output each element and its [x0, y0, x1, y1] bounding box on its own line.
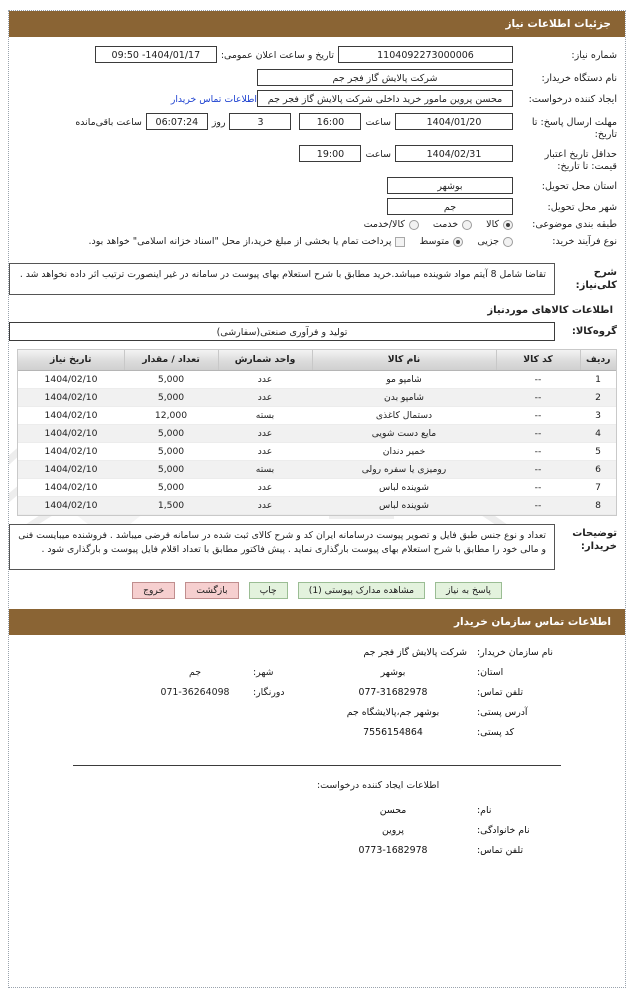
reply-deadline-label: مهلت ارسال پاسخ: تا تاریخ: — [531, 117, 617, 140]
cell-goods-code: -- — [496, 424, 580, 442]
table-row — [18, 460, 616, 478]
cell-need-date: 1404/02/10 — [18, 388, 124, 406]
cell-quantity: 5,000 — [124, 460, 218, 478]
need-details-form — [9, 37, 625, 255]
header-unit: واحد شمارش — [218, 350, 312, 371]
form-row-need-number — [9, 46, 625, 65]
cell-quantity: 5,000 — [124, 424, 218, 442]
cell-goods-name: مایع دست شویی — [312, 424, 496, 442]
buyer-notes-text: تعداد و نوع جنس طبق فایل و تصویر پیوست درسامانه ایران کد و شرح کالای ثبت شده در سامانه فرضی میباشد . فروشنده میبایست فنی و مالی خود را مطابق با شرح استعلام بهای پیوست بارگذاری نماید . پیش فاکتور مطابق با تعداد اقلام فایل پیوست و بارگذاری شود . — [9, 524, 555, 570]
goods-table-head — [18, 350, 616, 371]
cell-goods-name: دستمال کاغذی — [312, 406, 496, 424]
remaining-time-field: 06:07:24 — [146, 113, 208, 130]
creator-last-name-value: پروین — [381, 824, 405, 836]
checkbox-icon-treasury — [395, 237, 405, 247]
radio-category-goods[interactable] — [486, 219, 513, 230]
cell-row-index: 6 — [580, 460, 616, 478]
cell-quantity: 5,000 — [124, 388, 218, 406]
creator-first-name-label: نام: — [477, 804, 492, 816]
creator-row-last-name — [9, 825, 625, 836]
price-validity-date-field[interactable]: 1404/02/31 — [395, 145, 513, 162]
radio-process-medium[interactable] — [419, 236, 463, 247]
announce-label: تاریخ و ساعت اعلان عمومی: — [220, 50, 334, 61]
goods-group-row — [9, 322, 625, 341]
cell-goods-code: -- — [496, 442, 580, 460]
buyer-notes-row — [9, 524, 625, 570]
contact-city-value: جم — [188, 666, 202, 678]
radio-icon-minor — [503, 237, 513, 247]
need-details-section-header: جزئیات اطلاعات نیاز — [9, 11, 625, 37]
contact-org-label: نام سازمان خریدار: — [477, 646, 554, 658]
table-row — [18, 442, 616, 460]
header-row-index: ردیف — [580, 350, 616, 371]
view-attachments-button[interactable]: مشاهده مدارک پیوستی (1) — [298, 582, 425, 599]
cell-row-index: 3 — [580, 406, 616, 424]
cell-row-index: 4 — [580, 424, 616, 442]
radio-label-service: خدمت — [432, 219, 459, 231]
table-row — [18, 496, 616, 514]
form-row-process — [9, 236, 625, 248]
cell-unit: عدد — [218, 370, 312, 388]
back-button[interactable]: بازگشت — [185, 582, 238, 599]
cell-unit: بسته — [218, 460, 312, 478]
form-row-buyer-org — [9, 69, 625, 86]
radio-icon-service — [462, 220, 472, 230]
cell-goods-code: -- — [496, 370, 580, 388]
contact-address-value: بوشهر جم،پالایشگاه جم — [346, 706, 440, 718]
cell-need-date: 1404/02/10 — [18, 478, 124, 496]
contact-phone-value: 077-31682978 — [358, 686, 428, 698]
category-label: طبقه بندی موضوعی: — [532, 218, 617, 230]
contact-fax-value: 071-36264098 — [160, 686, 230, 698]
creator-field[interactable]: محسن پروین مامور خرید داخلی شرکت پالایش گاز فجر جم — [257, 90, 513, 107]
header-goods-code: کد کالا — [496, 350, 580, 371]
header-need-date: تاریخ نیاز — [18, 350, 124, 371]
cell-need-date: 1404/02/10 — [18, 406, 124, 424]
cell-goods-code: -- — [496, 460, 580, 478]
cell-quantity: 12,000 — [124, 406, 218, 424]
contact-row-address — [9, 707, 625, 718]
cell-row-index: 2 — [580, 388, 616, 406]
contact-province-value: بوشهر — [380, 666, 406, 678]
goods-table-body — [18, 370, 616, 514]
summary-label: شرح کلی‌نیاز: — [575, 266, 617, 292]
contact-postal-label: کد پستی: — [477, 726, 515, 738]
cell-unit: بسته — [218, 406, 312, 424]
need-number-label: شماره نیاز: — [571, 50, 617, 61]
contact-org-value: شرکت پالایش گاز فجر جم — [363, 646, 467, 658]
reply-deadline-hour-field[interactable]: 16:00 — [299, 113, 361, 130]
radio-category-goods-service[interactable] — [364, 219, 419, 230]
section-divider — [73, 765, 561, 766]
radio-icon-goods — [503, 220, 513, 230]
goods-group-label: گروه‌کالا: — [571, 325, 617, 337]
creator-last-name-label: نام خانوادگی: — [477, 824, 530, 836]
creator-info — [9, 805, 625, 869]
cell-row-index: 1 — [580, 370, 616, 388]
table-row — [18, 370, 616, 388]
cell-row-index: 7 — [580, 478, 616, 496]
cell-need-date: 1404/02/10 — [18, 496, 124, 514]
creator-section-title: اطلاعات ایجاد کننده درخواست: — [317, 779, 440, 791]
form-row-reply-deadline — [9, 113, 625, 141]
buyer-contact-link[interactable]: اطلاعات تماس خریدار — [170, 94, 257, 105]
buyer-contact-section-header: اطلاعات تماس سازمان خریدار — [9, 609, 625, 635]
reply-deadline-date-field[interactable]: 1404/01/20 — [395, 113, 513, 130]
creator-phone-value: 0773-1682978 — [358, 844, 428, 856]
form-row-category — [9, 219, 625, 231]
page-frame — [8, 10, 626, 988]
cell-need-date: 1404/02/10 — [18, 370, 124, 388]
contact-phone-label: تلفن تماس: — [477, 686, 524, 698]
contact-row-org — [9, 647, 625, 658]
city-field[interactable]: جم — [387, 198, 513, 215]
price-validity-hour-field[interactable]: 19:00 — [299, 145, 361, 162]
header-goods-name: نام کالا — [312, 350, 496, 371]
process-label: نوع فرآیند خرید: — [552, 235, 617, 247]
cell-quantity: 5,000 — [124, 370, 218, 388]
announce-datetime-field[interactable]: 1404/01/17- 09:50 — [95, 46, 217, 63]
buyer-org-label: نام دستگاه خریدار: — [541, 73, 617, 84]
contact-row-postal — [9, 727, 625, 738]
cell-need-date: 1404/02/10 — [18, 460, 124, 478]
remaining-days-field: 3 — [229, 113, 291, 130]
goods-table — [18, 350, 616, 515]
cell-quantity: 1,500 — [124, 496, 218, 514]
radio-icon-medium — [453, 237, 463, 247]
goods-group-field[interactable]: تولید و فرآوری صنعتی(سفارشی) — [9, 322, 555, 341]
table-row — [18, 388, 616, 406]
buyer-org-field[interactable]: شرکت پالایش گاز فجر جم — [257, 69, 513, 86]
reply-deadline-hour-label: ساعت — [365, 117, 391, 128]
contact-row-province-city — [9, 667, 625, 678]
form-row-price-validity — [9, 145, 625, 173]
table-row — [18, 478, 616, 496]
action-button-bar — [9, 582, 625, 599]
radio-label-medium: متوسط — [419, 236, 450, 248]
goods-section-subtitle: اطلاعات کالاهای موردنیاز — [487, 304, 613, 316]
cell-unit: عدد — [218, 442, 312, 460]
cell-goods-code: -- — [496, 388, 580, 406]
form-row-city — [9, 198, 625, 215]
radio-label-minor: جزیی — [477, 236, 499, 248]
table-row — [18, 424, 616, 442]
cell-goods-name: شوینده لباس — [312, 478, 496, 496]
days-label: روز — [211, 117, 226, 128]
remaining-time-label: ساعت باقی‌مانده — [75, 117, 142, 128]
table-row — [18, 406, 616, 424]
province-field[interactable]: بوشهر — [387, 177, 513, 194]
print-button[interactable]: چاپ — [249, 582, 288, 599]
exit-button[interactable]: خروج — [132, 582, 175, 599]
cell-goods-name: شامپو بدن — [312, 388, 496, 406]
contact-postal-value: 7556154864 — [363, 726, 423, 738]
cell-row-index: 5 — [580, 442, 616, 460]
respond-to-need-button[interactable]: پاسخ به نیاز — [435, 582, 502, 599]
table-header-row — [18, 350, 616, 371]
cell-need-date: 1404/02/10 — [18, 424, 124, 442]
contact-fax-label: دورنگار: — [253, 686, 285, 698]
contact-address-label: آدرس پستی: — [477, 706, 528, 718]
cell-unit: عدد — [218, 478, 312, 496]
cell-row-index: 8 — [580, 496, 616, 514]
cell-unit: عدد — [218, 496, 312, 514]
cell-quantity: 5,000 — [124, 442, 218, 460]
radio-label-goods-service: کالا/خدمت — [363, 219, 405, 231]
cell-goods-code: -- — [496, 478, 580, 496]
cell-goods-name: رومیزی یا سفره رولی — [312, 460, 496, 478]
creator-row-first-name — [9, 805, 625, 816]
checkbox-treasury-documents[interactable] — [89, 236, 406, 247]
form-row-creator — [9, 90, 625, 109]
form-row-province — [9, 177, 625, 194]
province-label: استان محل تحویل: — [541, 180, 617, 192]
contact-city-label: شهر: — [253, 666, 274, 678]
cell-unit: عدد — [218, 388, 312, 406]
cell-goods-name: شامپو مو — [312, 370, 496, 388]
cell-goods-code: -- — [496, 496, 580, 514]
creator-label: ایجاد کننده درخواست: — [528, 94, 617, 105]
price-validity-hour-label: ساعت — [365, 148, 391, 160]
buyer-notes-label: توضیحات خریدار: — [572, 527, 617, 553]
cell-goods-name: شوینده لباس — [312, 496, 496, 514]
creator-first-name-value: محسن — [379, 804, 407, 816]
cell-quantity: 5,000 — [124, 478, 218, 496]
contact-row-phone-fax — [9, 687, 625, 698]
cell-goods-code: -- — [496, 406, 580, 424]
checkbox-label-treasury: پرداخت تمام یا بخشی از مبلغ خرید،از محل "اسناد خزانه اسلامی" خواهد بود. — [88, 236, 392, 248]
radio-label-goods: کالا — [486, 219, 499, 231]
need-number-field[interactable]: 1104092273000006 — [338, 46, 513, 63]
contact-province-label: استان: — [477, 666, 504, 678]
summary-row — [9, 263, 625, 295]
radio-category-service[interactable] — [433, 219, 472, 230]
creator-phone-label: تلفن تماس: — [477, 844, 524, 856]
radio-process-minor[interactable] — [477, 236, 513, 247]
creator-row-phone — [9, 845, 625, 856]
city-label: شهر محل تحویل: — [547, 201, 617, 213]
radio-icon-goods-service — [409, 220, 419, 230]
cell-need-date: 1404/02/10 — [18, 442, 124, 460]
header-quantity: تعداد / مقدار — [124, 350, 218, 371]
goods-table-container — [17, 349, 617, 516]
creator-section-title-row — [9, 780, 625, 791]
cell-unit: عدد — [218, 424, 312, 442]
cell-goods-name: خمیر دندان — [312, 442, 496, 460]
summary-text: تقاضا شامل 8 آیتم مواد شوینده میباشد.خرید مطابق با شرح استعلام بهای پیوست در سامانه در غیر اینصورت ترتیب اثر داده نخواهد شد . — [9, 263, 555, 295]
price-validity-label: حداقل تاریخ اعتبار قیمت: تا تاریخ: — [544, 148, 617, 172]
buyer-contact-info — [9, 635, 625, 751]
